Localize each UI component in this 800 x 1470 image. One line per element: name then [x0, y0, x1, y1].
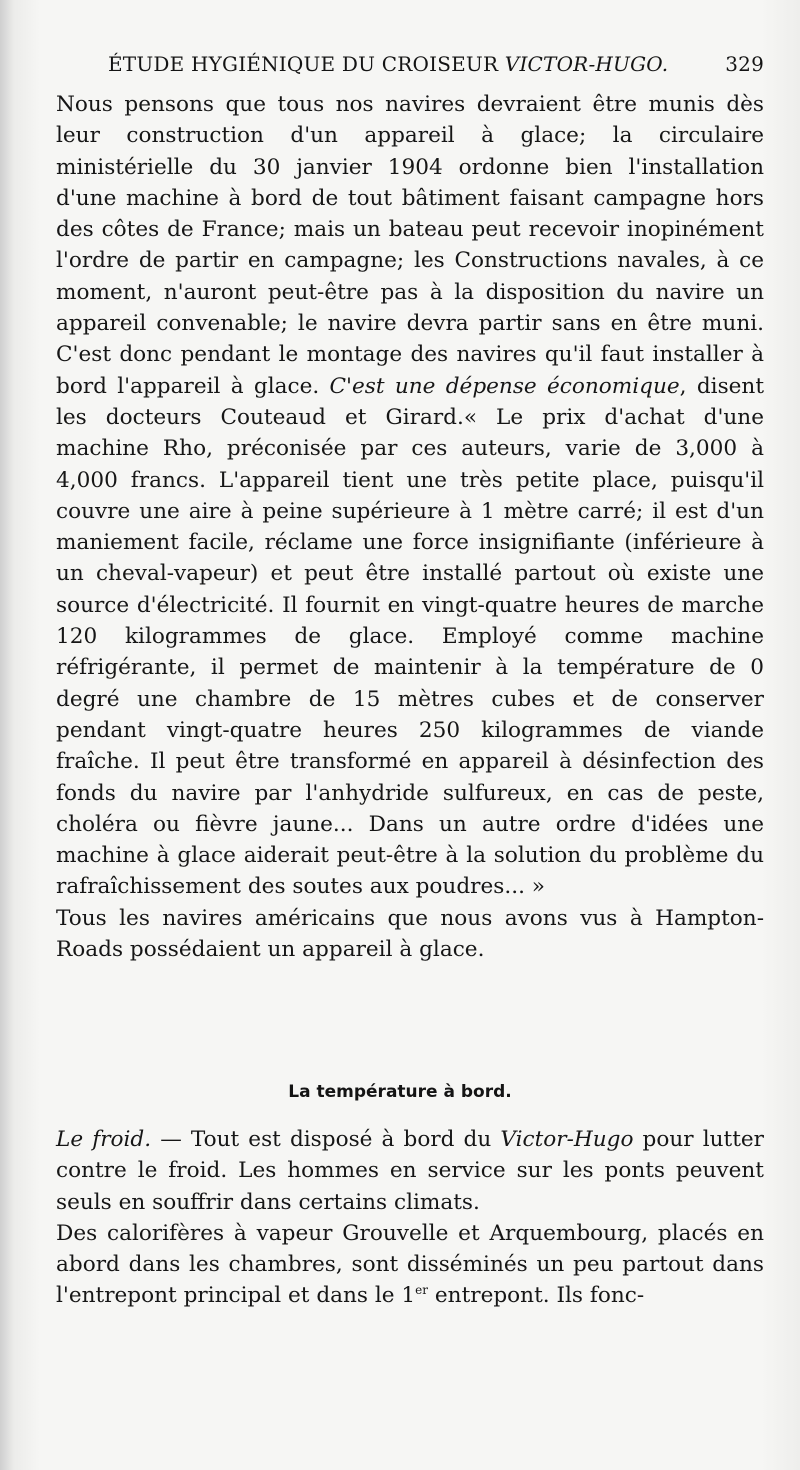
running-header	[108, 52, 764, 82]
paragraph-ice-machine-part2: , disent les docteurs Couteaud et Girard.« Le prix d'achat d'une machine Rho, préconisée par ces auteurs, varie de 3,000 à 4,000 francs. L'appareil tient une très petite place, puisqu'il couvre une aire à peine supérieure à 1 mètre carré; il est d'un maniement facile, réclame une force insignifiante (inférieure à un cheval-vapeur) et peut être installé partout où existe une source d'électricité. Il fournit en vingt-quatre heures de marche 120 kilogrammes de glace. Employé comme machine réfrigérante, il permet de maintenir à la température de 0 degré une chambre de 15 mètres cubes et de conserver pendant vingt-quatre heures 250 kilogrammes de viande fraîche. Il peut être transformé en appareil à désinfection des fonds du navire par l'anhydride sulfureux, en cas de peste, choléra ou fièvre jaune... Dans un autre ordre d'idées une machine à glace aiderait peut-être à la solution du problème du rafraîchissement des soutes aux poudres... »	[56, 373, 765, 900]
paragraph-cold-part2: pour lutter contre le froid. Les hommes en service sur les ponts peuvent seuls en souffrir dans certains climats.	[56, 1127, 764, 1215]
main-text-block	[56, 89, 764, 965]
section-title: La température à bord.	[288, 1082, 512, 1102]
lead-italic: Le froid.	[56, 1127, 152, 1152]
paragraph-cold	[56, 1124, 764, 1218]
running-title-ship: VICTOR-HUGO.	[504, 52, 669, 76]
paragraph-ice-machine	[56, 89, 764, 903]
running-title-prefix: ÉTUDE HYGIÉNIQUE DU CROISEUR	[108, 52, 505, 76]
ship-name-italic: Victor-Hugo	[500, 1127, 634, 1152]
paragraph-american-ships: Tous les navires américains que nous avons vus à Hampton-Roads possédaient un appareil à glace.	[56, 905, 764, 963]
paragraph-ice-machine-part1: Nous pensons que tous nos navires devraient être munis dès leur construction d'un appareil à glace; la circulaire ministérielle du 30 janvier 1904 ordonne bien l'installation d'une machine à bord de tout bâtiment faisant campagne hors des côtes de France; mais un bateau peut recevoir inopinément l'ordre de partir en campagne; les Constructions navales, à ce moment, n'auront peut-être pas à la disposition du navire un appareil convenable; le navire devra partir sans en être muni. C'est donc pendant le montage des navires qu'il faut installer à bord l'appareil à glace.	[56, 92, 764, 399]
running-title	[108, 52, 668, 76]
page-number: 329	[725, 52, 764, 76]
superscript-er: er	[415, 1283, 429, 1298]
section-text-block	[56, 1124, 764, 1312]
paragraph-cold-part1: — Tout est disposé à bord du	[151, 1127, 501, 1152]
paragraph-heaters-part2: entrepont. Ils fonc-	[428, 1283, 645, 1309]
quote-italic: C'est une dépense économique	[329, 373, 680, 399]
paragraph-heaters	[56, 1218, 764, 1312]
paragraph-heaters-part1: Des calorifères à vapeur Grouvelle et Arquembourg, placés en abord dans les chambres, sont disséminés un peu partout dans l'entrepont principal et dans le 1	[56, 1220, 764, 1309]
